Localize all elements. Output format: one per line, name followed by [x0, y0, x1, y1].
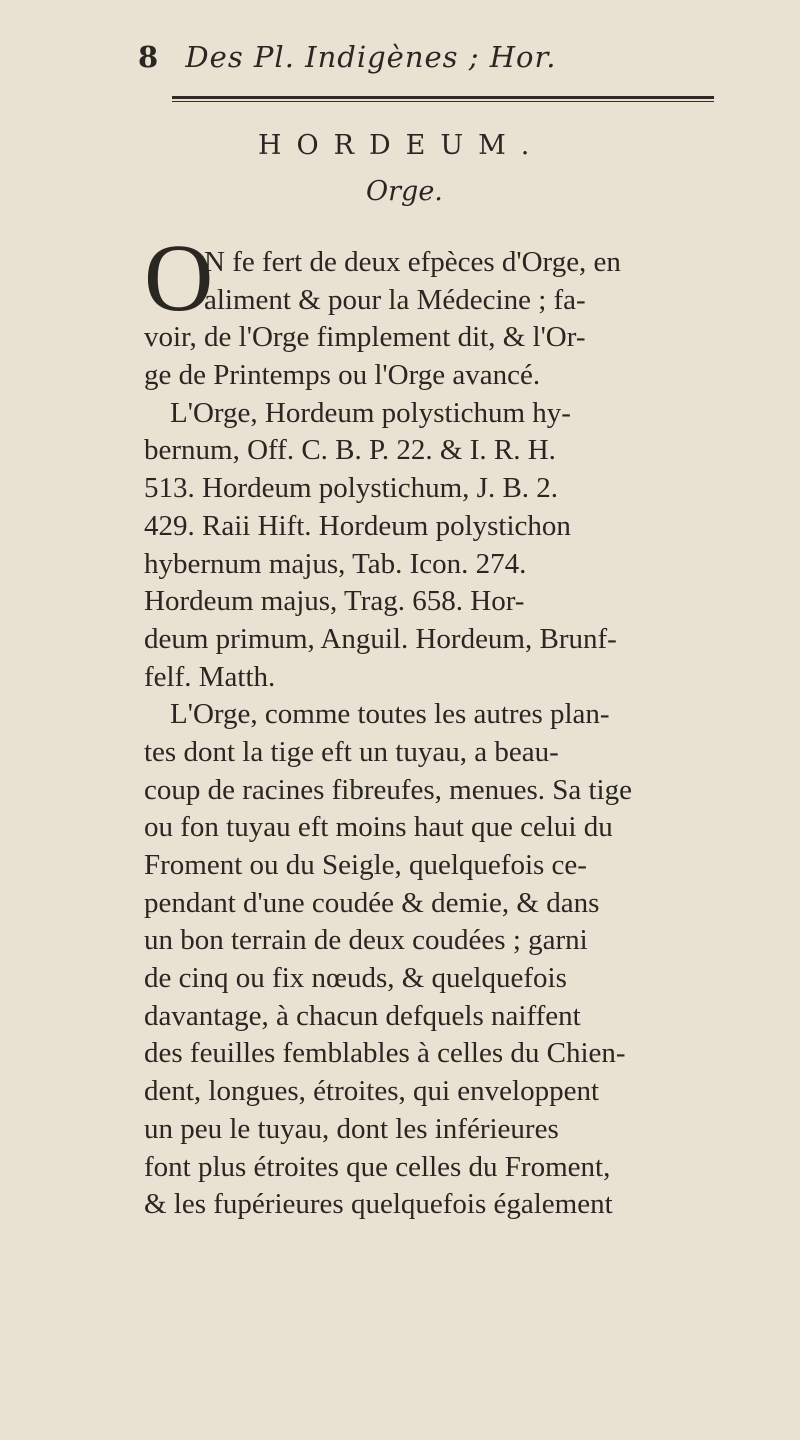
text-line: N fe fert de deux efpèces d'Orge, en — [204, 246, 621, 278]
text-line: tes dont la tige eft un tuyau, a beau- — [144, 735, 559, 768]
text-line: un peu le tuyau, dont les inférieures — [144, 1112, 559, 1145]
text-line: coup de racines fibreufes, menues. Sa tige — [144, 773, 632, 806]
text-line: 513. Hordeum polystichum, J. B. 2. — [144, 472, 559, 505]
text-line: L'Orge, Hordeum polystichum hy- — [170, 396, 571, 429]
text-line: hybernum majus, Tab. Icon. 274. — [144, 547, 527, 580]
section-subtitle: Orge. — [366, 176, 443, 207]
page-number: 8 — [138, 40, 160, 74]
text-line: davantage, à chacun defquels naiffent — [144, 999, 581, 1032]
text-line: bernum, Off. C. B. P. 22. & I. R. H. — [144, 434, 556, 467]
header-rule — [172, 96, 714, 102]
text-line: pendant d'une coudée & demie, & dans — [144, 886, 600, 919]
text-line: Froment ou du Seigle, quelquefois ce- — [144, 849, 587, 881]
body-text — [144, 244, 764, 1224]
text-line: L'Orge, comme toutes les autres plan- — [170, 698, 610, 731]
text-line: felf. Matth. — [144, 660, 276, 693]
text-line: deum primum, Anguil. Hordeum, Brunf- — [144, 622, 617, 655]
text-line: voir, de l'Orge fimplement dit, & l'Or- — [144, 321, 586, 354]
text-line: dent, longues, étroites, qui enveloppent — [144, 1075, 600, 1108]
text-line: ou fon tuyau eft moins haut que celui du — [144, 811, 613, 844]
text-line: un bon terrain de deux coudées ; garni — [144, 924, 588, 957]
text-line: & les fupérieures quelquefois également — [144, 1188, 613, 1221]
text-line: ge de Printemps ou l'Orge avancé. — [144, 359, 541, 392]
section-title: HORDEUM. — [258, 130, 545, 161]
text-line: de cinq ou fix nœuds, & quelquefois — [144, 962, 567, 995]
text-line: aliment & pour la Médecine ; fa- — [204, 283, 586, 316]
running-title: Des Pl. Indigènes ; Hor. — [185, 40, 557, 74]
text-line: des feuilles femblables à celles du Chien- — [144, 1037, 626, 1070]
running-header — [138, 40, 708, 74]
drop-capital: O — [144, 224, 214, 331]
text-line: 429. Raii Hift. Hordeum polystichon — [144, 509, 571, 542]
text-line: font plus étroites que celles du Froment, — [144, 1150, 611, 1183]
text-line: Hordeum majus, Trag. 658. Hor- — [144, 585, 525, 618]
